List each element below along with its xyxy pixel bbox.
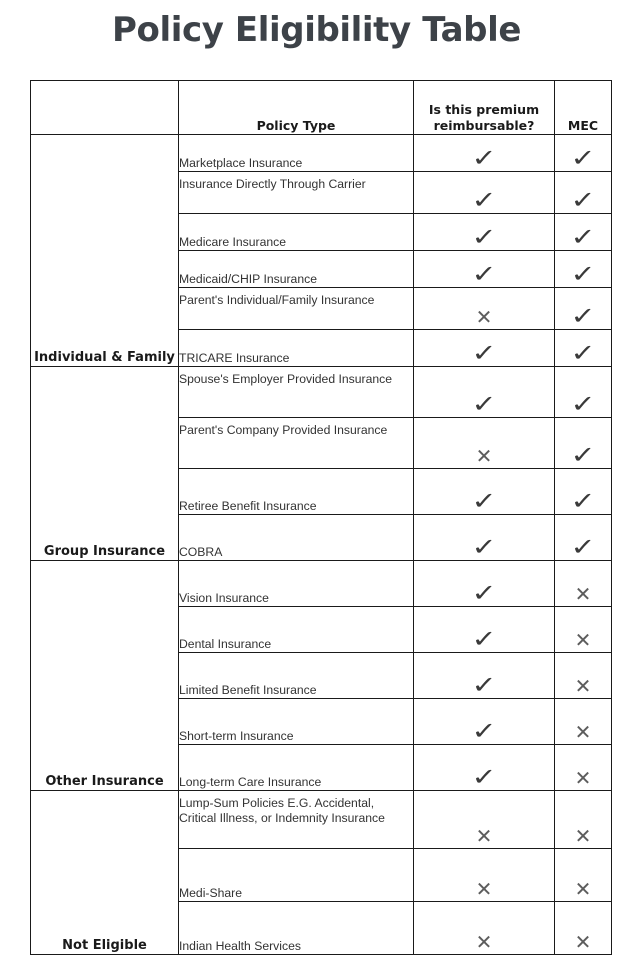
policy-type-cell: COBRA bbox=[179, 515, 414, 561]
policy-type-cell: Medi-Share bbox=[179, 849, 414, 902]
check-icon: ✓ bbox=[471, 579, 497, 607]
reimbursable-mark-cell bbox=[414, 251, 555, 288]
policy-type-cell: Spouse's Employer Provided Insurance bbox=[179, 367, 414, 418]
group-label-cell: Group Insurance bbox=[31, 367, 179, 561]
column-header-policy-type: Policy Type bbox=[179, 81, 414, 135]
policy-type-cell: Medicaid/CHIP Insurance bbox=[179, 251, 414, 288]
cross-icon: ✕ bbox=[574, 766, 592, 790]
check-icon: ✓ bbox=[471, 260, 497, 288]
check-icon: ✓ bbox=[471, 186, 497, 214]
table-row bbox=[31, 791, 612, 849]
check-icon: ✓ bbox=[570, 302, 596, 330]
header-row bbox=[31, 81, 612, 135]
mec-mark-cell bbox=[555, 699, 612, 745]
reimbursable-mark-cell bbox=[414, 902, 555, 955]
table-row bbox=[31, 135, 612, 172]
policy-type-cell: Medicare Insurance bbox=[179, 214, 414, 251]
check-icon: ✓ bbox=[570, 260, 596, 288]
reimbursable-mark-cell bbox=[414, 699, 555, 745]
check-icon: ✓ bbox=[570, 390, 596, 418]
check-icon: ✓ bbox=[471, 487, 497, 515]
mec-mark-cell bbox=[555, 288, 612, 330]
mec-mark-cell bbox=[555, 418, 612, 469]
policy-type-cell: Parent's Individual/Family Insurance bbox=[179, 288, 414, 330]
cross-icon: ✕ bbox=[475, 930, 493, 954]
mec-mark-cell bbox=[555, 469, 612, 515]
reimbursable-mark-cell bbox=[414, 607, 555, 653]
reimbursable-mark-cell bbox=[414, 418, 555, 469]
policy-type-cell: Lump-Sum Policies E.G. Accidental, Critical Illness, or Indemnity Insurance bbox=[179, 791, 414, 849]
mec-mark-cell bbox=[555, 902, 612, 955]
mec-mark-cell bbox=[555, 330, 612, 367]
cross-icon: ✕ bbox=[574, 824, 592, 848]
mec-mark-cell bbox=[555, 653, 612, 699]
check-icon: ✓ bbox=[471, 339, 497, 367]
reimbursable-mark-cell bbox=[414, 561, 555, 607]
table-row bbox=[31, 561, 612, 607]
cross-icon: ✕ bbox=[574, 674, 592, 698]
check-icon: ✓ bbox=[471, 533, 497, 561]
policy-type-cell: Insurance Directly Through Carrier bbox=[179, 172, 414, 214]
group-label-cell: Individual & Family bbox=[31, 135, 179, 367]
mec-mark-cell bbox=[555, 367, 612, 418]
table-body bbox=[31, 135, 612, 955]
group-label-cell: Other Insurance bbox=[31, 561, 179, 791]
mec-mark-cell bbox=[555, 135, 612, 172]
reimbursable-mark-cell bbox=[414, 367, 555, 418]
check-icon: ✓ bbox=[570, 533, 596, 561]
mec-mark-cell bbox=[555, 214, 612, 251]
reimbursable-mark-cell bbox=[414, 288, 555, 330]
policy-type-cell: Vision Insurance bbox=[179, 561, 414, 607]
cross-icon: ✕ bbox=[574, 930, 592, 954]
column-header-group bbox=[31, 81, 179, 135]
column-header-reimbursable: Is this premium reimbursable? bbox=[414, 81, 555, 135]
reimbursable-mark-cell bbox=[414, 214, 555, 251]
check-icon: ✓ bbox=[570, 144, 596, 172]
page-title: Policy Eligibility Table bbox=[111, 10, 522, 50]
mec-mark-cell bbox=[555, 791, 612, 849]
table-header bbox=[31, 81, 612, 135]
reimbursable-mark-cell bbox=[414, 135, 555, 172]
check-icon: ✓ bbox=[471, 625, 497, 653]
mec-mark-cell bbox=[555, 745, 612, 791]
cross-icon: ✕ bbox=[574, 720, 592, 744]
policy-type-cell: Long-term Care Insurance bbox=[179, 745, 414, 791]
check-icon: ✓ bbox=[471, 717, 497, 745]
policy-type-cell: Marketplace Insurance bbox=[179, 135, 414, 172]
reimbursable-mark-cell bbox=[414, 653, 555, 699]
cross-icon: ✕ bbox=[475, 877, 493, 901]
check-icon: ✓ bbox=[570, 487, 596, 515]
reimbursable-mark-cell bbox=[414, 515, 555, 561]
check-icon: ✓ bbox=[471, 671, 497, 699]
check-icon: ✓ bbox=[471, 763, 497, 791]
policy-type-cell: Parent's Company Provided Insurance bbox=[179, 418, 414, 469]
policy-type-cell: Retiree Benefit Insurance bbox=[179, 469, 414, 515]
reimbursable-mark-cell bbox=[414, 330, 555, 367]
reimbursable-mark-cell bbox=[414, 791, 555, 849]
cross-icon: ✕ bbox=[574, 877, 592, 901]
reimbursable-mark-cell bbox=[414, 745, 555, 791]
cross-icon: ✕ bbox=[574, 582, 592, 606]
check-icon: ✓ bbox=[570, 339, 596, 367]
mec-mark-cell bbox=[555, 607, 612, 653]
cross-icon: ✕ bbox=[475, 824, 493, 848]
check-icon: ✓ bbox=[570, 186, 596, 214]
policy-type-cell: TRICARE Insurance bbox=[179, 330, 414, 367]
check-icon: ✓ bbox=[570, 223, 596, 251]
mec-mark-cell bbox=[555, 515, 612, 561]
reimbursable-mark-cell bbox=[414, 469, 555, 515]
mec-mark-cell bbox=[555, 251, 612, 288]
check-icon: ✓ bbox=[471, 144, 497, 172]
cross-icon: ✕ bbox=[574, 628, 592, 652]
policy-type-cell: Short-term Insurance bbox=[179, 699, 414, 745]
policy-type-cell: Limited Benefit Insurance bbox=[179, 653, 414, 699]
check-icon: ✓ bbox=[471, 223, 497, 251]
mec-mark-cell bbox=[555, 561, 612, 607]
column-header-mec: MEC bbox=[555, 81, 612, 135]
table-row bbox=[31, 367, 612, 418]
mec-mark-cell bbox=[555, 172, 612, 214]
cross-icon: ✕ bbox=[475, 444, 493, 468]
policy-eligibility-table bbox=[30, 80, 612, 955]
policy-type-cell: Dental Insurance bbox=[179, 607, 414, 653]
policy-type-cell: Indian Health Services bbox=[179, 902, 414, 955]
reimbursable-mark-cell bbox=[414, 172, 555, 214]
group-label-cell: Not Eligible bbox=[31, 791, 179, 955]
cross-icon: ✕ bbox=[475, 305, 493, 329]
check-icon: ✓ bbox=[471, 390, 497, 418]
check-icon: ✓ bbox=[570, 441, 596, 469]
